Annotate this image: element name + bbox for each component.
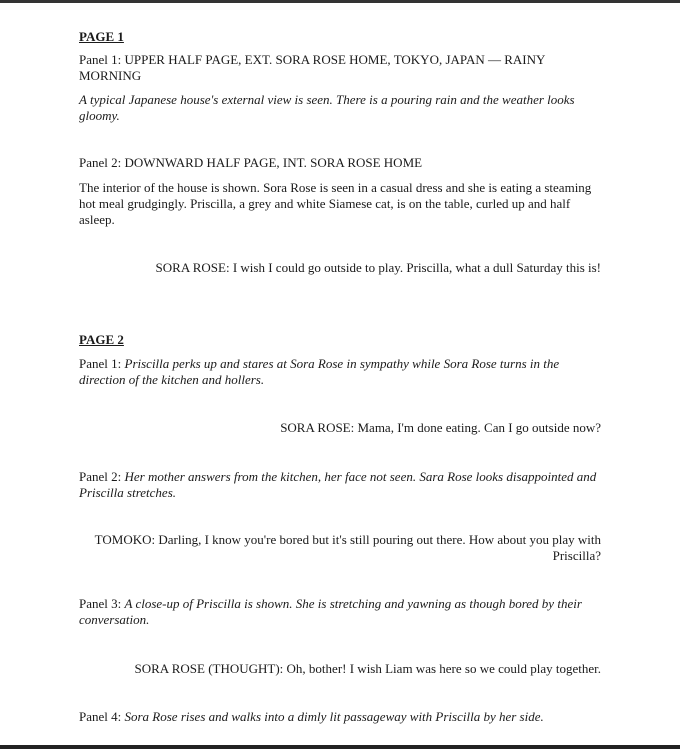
panel-action: A close-up of Priscilla is shown. She is stretching and yawning as though bored by their conversation. [79,596,582,627]
page-1-panel-2-dialogue: SORA ROSE: I wish I could go outside to play. Priscilla, what a dull Saturday this is! [155,260,601,275]
panel-label: Panel 2: [79,469,125,484]
page-2-panel-2-description [79,469,601,501]
page-2-panel-3-dialogue: SORA ROSE (THOUGHT): Oh, bother! I wish Liam was here so we could play together. [134,661,601,676]
page-1-panel-1-description: A typical Japanese house's external view is seen. There is a pouring rain and the weather looks gloomy. [79,92,575,123]
page-2-panel-1-description [79,356,601,388]
panel-label: Panel 1: [79,356,125,371]
panel-action: Sora Rose rises and walks into a dimly lit passageway with Priscilla by her side. [124,709,544,724]
page-2-panel-4-description [79,709,601,725]
panel-action: Priscilla perks up and stares at Sora Rose in sympathy while Sora Rose turns in the direction of the kitchen and hollers. [79,356,560,387]
panel-label: Panel 1: [79,52,125,67]
page-1-heading: PAGE 1 [79,29,124,44]
panel-label: Panel 4: [79,709,125,724]
panel-action: Her mother answers from the kitchen, her face not seen. Sara Rose looks disappointed and Priscilla stretches. [79,469,597,500]
panel-slug: UPPER HALF PAGE, EXT. SORA ROSE HOME, TOKYO, JAPAN — RAINY MORNING [79,52,545,83]
panel-label: Panel 2: [79,155,125,170]
panel-slug: DOWNWARD HALF PAGE, INT. SORA ROSE HOME [124,155,423,170]
page-1-panel-1-heading [79,52,601,84]
bottom-border [0,745,680,749]
page-2-panel-2-dialogue: TOMOKO: Darling, I know you're bored but it's still pouring out there. How about you play with Priscilla? [94,532,601,563]
panel-label: Panel 3: [79,596,125,611]
page-1-panel-2-heading [79,155,601,171]
page-2-panel-3-description [79,596,601,628]
page-2-heading: PAGE 2 [79,332,124,347]
page-2-panel-1-dialogue: SORA ROSE: Mama, I'm done eating. Can I go outside now? [280,420,601,435]
page-1-panel-2-description: The interior of the house is shown. Sora Rose is seen in a casual dress and she is eating a steaming hot meal grudgingly. Priscilla, a grey and white Siamese cat, is on the table, curled up and half asleep. [79,180,592,227]
top-border [0,0,680,3]
